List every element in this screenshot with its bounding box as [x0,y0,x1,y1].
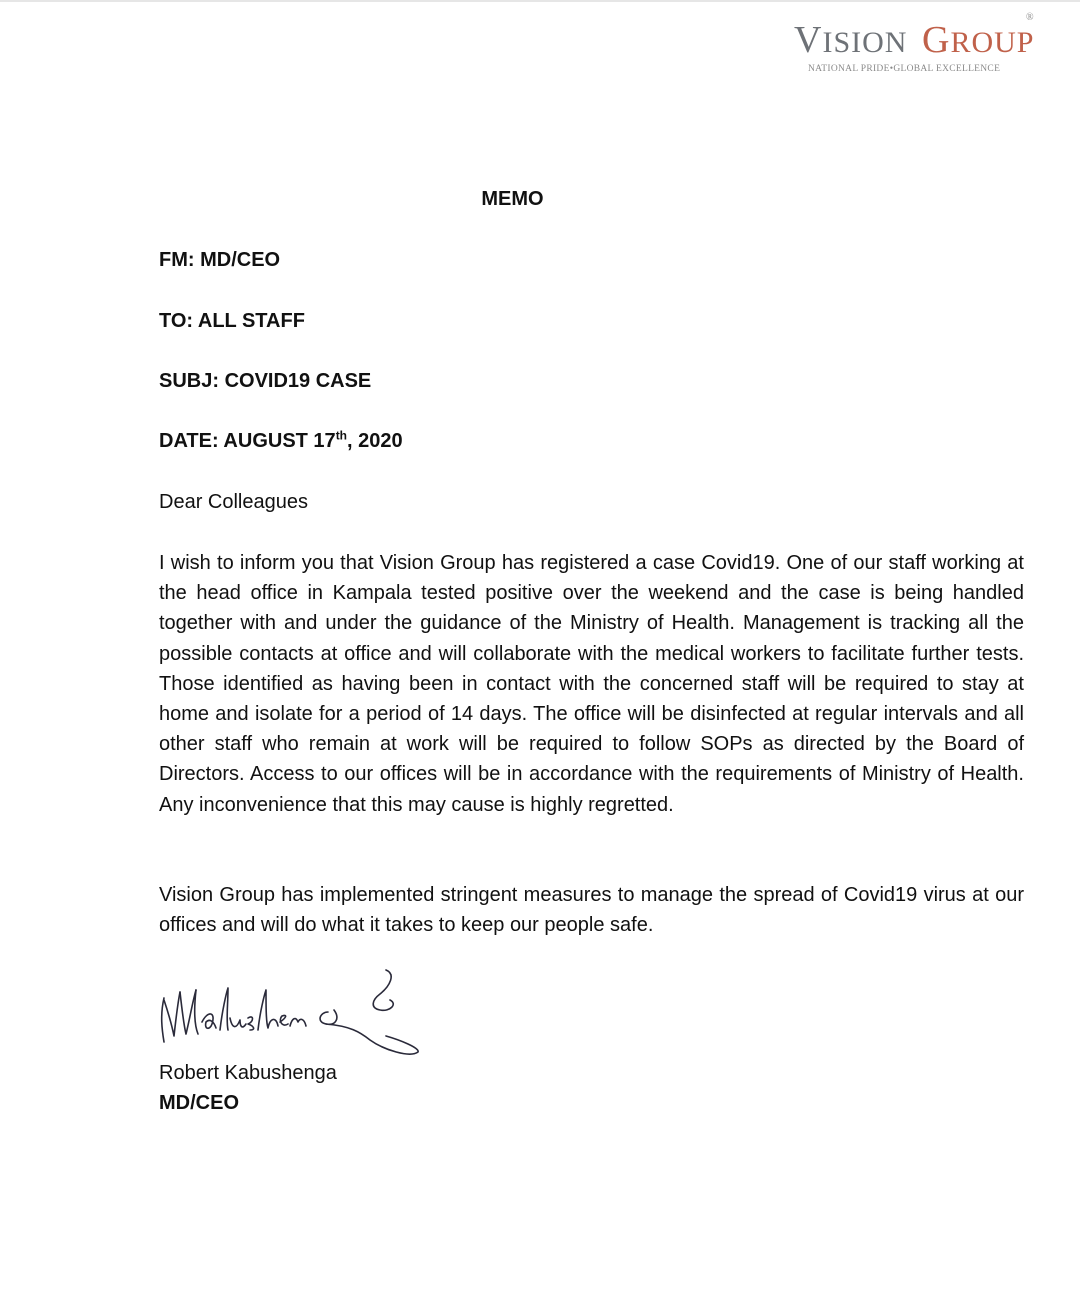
salutation: Dear Colleagues [159,491,308,513]
logo-word-vision: VISION [794,19,908,61]
memo-to: TO: ALL STAFF [159,310,305,332]
memo-title: MEMO [481,188,544,210]
logo-tagline: NATIONAL PRIDE•GLOBAL EXCELLENCE [808,64,1001,74]
memo-subject: SUBJ: COVID19 CASE [159,370,372,392]
memo-date [159,430,403,453]
memo-from: FM: MD/CEO [159,249,281,271]
memo-date-prefix: DATE: AUGUST 17 [159,430,336,452]
signatory-title: MD/CEO [159,1092,239,1114]
memo-date-year: , 2020 [347,430,403,452]
body-paragraph-2: Vision Group has implemented stringent measures to manage the spread of Covid19 virus at our offices and will do what it takes to keep our people safe. [159,884,1024,937]
page-top-border [0,0,1080,2]
registered-mark: ® [1026,12,1034,23]
body-paragraph-1: I wish to inform you that Vision Group has registered a case Covid19. One of our staff working at the head office in Kampala tested positive over the weekend and the case is being handled together with and under the guidance of the Ministry of Health. Management is tracking all the possible contacts at office and will collaborate with the medical workers to facilitate further tests. Those identified as having been in contact with the concerned staff will be required to stay at home and isolate for a period of 14 days. The office will be disinfected at regular intervals and all other staff who remain at work will be required to follow SOPs as directed by the Board of Directors. Access to our offices will be in accordance with the requirements of Ministry of Health. Any inconvenience that this may cause is highly regretted. [159,552,1024,816]
signatory-name: Robert Kabushenga [159,1062,337,1084]
logo-word-group: GROUP [922,19,1035,61]
vision-group-logo [790,14,1040,78]
handwritten-signature [150,960,440,1060]
memo-date-ordinal: th [335,428,348,443]
